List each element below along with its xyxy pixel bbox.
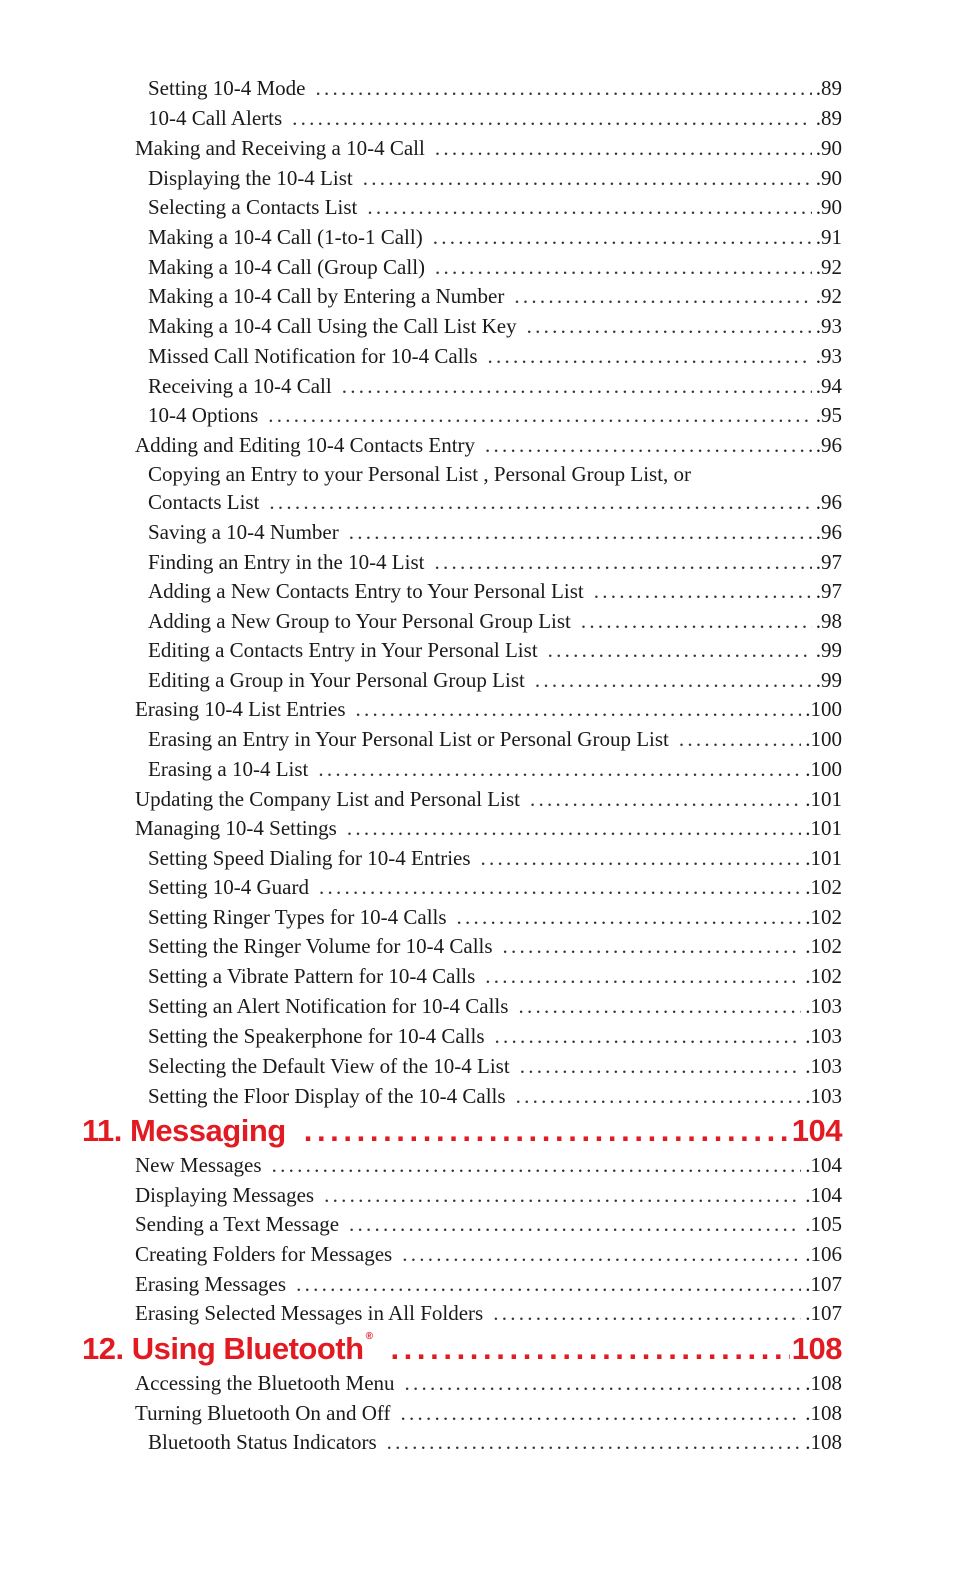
toc-entry[interactable] bbox=[148, 964, 842, 989]
toc-entry[interactable] bbox=[135, 1212, 842, 1237]
dot-leader bbox=[493, 1301, 801, 1326]
toc-entry-page: .96 bbox=[815, 520, 842, 544]
toc-entry-page: .107 bbox=[805, 1272, 842, 1296]
toc-entry-page: .89 bbox=[815, 76, 842, 100]
chapter-title-text: 12. Using Bluetooth bbox=[82, 1331, 364, 1366]
toc-entry-title: Making a 10-4 Call (Group Call) bbox=[148, 255, 426, 279]
dot-leader bbox=[594, 579, 812, 604]
toc-entry-page: .97 bbox=[815, 579, 842, 603]
toc-entry-title: Displaying the 10-4 List bbox=[148, 166, 353, 190]
toc-entry-page: .97 bbox=[815, 550, 842, 574]
toc-entry-title: Setting 10-4 Guard bbox=[148, 875, 309, 899]
toc-entry-page: .98 bbox=[815, 609, 842, 633]
toc-entry-title: Erasing Selected Messages in All Folders bbox=[135, 1301, 484, 1325]
dot-leader bbox=[318, 757, 801, 782]
toc-entry[interactable] bbox=[148, 403, 842, 428]
chapter-heading-messaging[interactable] bbox=[82, 1113, 842, 1149]
toc-entry[interactable] bbox=[148, 638, 842, 663]
toc-entry-title: Displaying Messages bbox=[135, 1183, 315, 1207]
toc-entry[interactable] bbox=[135, 1272, 842, 1297]
toc-entry[interactable] bbox=[148, 1084, 842, 1109]
dot-leader bbox=[342, 374, 812, 399]
toc-entry-page: .91 bbox=[815, 225, 842, 249]
toc-entry-page: .108 bbox=[805, 1430, 842, 1454]
dot-leader bbox=[268, 403, 812, 428]
dot-leader bbox=[292, 106, 812, 131]
toc-entry-title: Making and Receiving a 10-4 Call bbox=[135, 136, 425, 160]
toc-entry[interactable] bbox=[148, 374, 842, 399]
toc-entry-page: .90 bbox=[815, 195, 842, 219]
toc-entry[interactable] bbox=[148, 579, 842, 604]
dot-leader bbox=[402, 1242, 801, 1267]
toc-entry[interactable] bbox=[135, 1153, 842, 1178]
toc-entry[interactable] bbox=[148, 284, 842, 309]
toc-entry-page: .99 bbox=[815, 638, 842, 662]
toc-entry[interactable] bbox=[135, 697, 842, 722]
toc-entry-title: Setting an Alert Notification for 10-4 Calls bbox=[148, 994, 509, 1018]
dot-leader bbox=[435, 136, 812, 161]
dot-leader bbox=[679, 727, 801, 752]
toc-entry-page: .104 bbox=[805, 1153, 842, 1177]
toc-entry[interactable] bbox=[148, 195, 842, 220]
toc-entry-title: Missed Call Notification for 10-4 Calls bbox=[148, 344, 478, 368]
toc-entry-title: Sending a Text Message bbox=[135, 1212, 340, 1236]
toc-entry-page: .96 bbox=[815, 433, 842, 457]
toc-entry[interactable] bbox=[148, 934, 842, 959]
dot-leader bbox=[548, 638, 812, 663]
toc-entry-title: Setting the Floor Display of the 10-4 Calls bbox=[148, 1084, 506, 1108]
toc-entry-page: .103 bbox=[805, 1024, 842, 1048]
dot-leader bbox=[495, 1024, 802, 1049]
toc-entry-title: Setting a Vibrate Pattern for 10-4 Calls bbox=[148, 964, 476, 988]
toc-entry[interactable] bbox=[148, 550, 842, 575]
dot-leader bbox=[514, 284, 811, 309]
toc-entry-page: .90 bbox=[815, 166, 842, 190]
toc-entry[interactable] bbox=[148, 1054, 842, 1079]
toc-entry[interactable] bbox=[148, 314, 842, 339]
toc-entry-page: .102 bbox=[805, 875, 842, 899]
toc-entry-title: Receiving a 10-4 Call bbox=[148, 374, 332, 398]
toc-entry-title: Erasing a 10-4 List bbox=[148, 757, 309, 781]
toc-entry[interactable] bbox=[148, 76, 842, 101]
toc-entry-title: Making a 10-4 Call Using the Call List Key bbox=[148, 314, 517, 338]
toc-entry[interactable] bbox=[135, 787, 842, 812]
toc-entry-title: Setting Speed Dialing for 10-4 Entries bbox=[148, 846, 471, 870]
toc-entry[interactable] bbox=[148, 727, 842, 752]
toc-entry-title: Adding a New Contacts Entry to Your Personal List bbox=[148, 579, 584, 603]
toc-entry-page: .93 bbox=[815, 344, 842, 368]
dot-leader bbox=[401, 1401, 802, 1426]
toc-entry-page: .102 bbox=[805, 905, 842, 929]
dot-leader bbox=[367, 195, 811, 220]
toc-entry[interactable] bbox=[148, 994, 842, 1019]
toc-entry-page: .100 bbox=[805, 757, 842, 781]
toc-entry-title: Setting the Ringer Volume for 10-4 Calls bbox=[148, 934, 493, 958]
toc-entry[interactable] bbox=[135, 816, 842, 841]
toc-entry-title: Erasing Messages bbox=[135, 1272, 287, 1296]
toc-entry-page: .103 bbox=[805, 1084, 842, 1108]
toc-entry-page: .96 bbox=[815, 490, 842, 514]
toc-entry-page: .100 bbox=[805, 727, 842, 751]
dot-leader bbox=[272, 1153, 802, 1178]
toc-entry[interactable] bbox=[135, 1401, 842, 1426]
toc-entry-page: .103 bbox=[805, 994, 842, 1018]
toc-entry-title: Creating Folders for Messages bbox=[135, 1242, 393, 1266]
dot-leader bbox=[296, 1272, 801, 1297]
toc-entry-page: .102 bbox=[805, 964, 842, 988]
toc-entry-wrapped-line[interactable]: Copying an Entry to your Personal List , Personal Group List, or bbox=[148, 462, 692, 486]
toc-entry-title: Saving a 10-4 Number bbox=[148, 520, 339, 544]
dot-leader bbox=[503, 934, 802, 959]
dot-leader bbox=[488, 344, 812, 369]
toc-entry[interactable] bbox=[148, 106, 842, 131]
dot-leader bbox=[347, 816, 801, 841]
toc-entry-title: Editing a Group in Your Personal Group List bbox=[148, 668, 525, 692]
dot-leader bbox=[349, 1212, 801, 1237]
dot-leader bbox=[516, 1084, 802, 1109]
dot-leader bbox=[319, 875, 801, 900]
chapter-heading-bluetooth[interactable] bbox=[82, 1331, 842, 1367]
dot-leader bbox=[435, 255, 812, 280]
toc-entry[interactable] bbox=[135, 1371, 842, 1396]
toc-entry-title: Turning Bluetooth On and Off bbox=[135, 1401, 391, 1425]
dot-leader bbox=[527, 314, 812, 339]
chapter-page: 104 bbox=[791, 1113, 842, 1148]
toc-entry-title: 10-4 Call Alerts bbox=[148, 106, 283, 130]
dot-leader bbox=[434, 550, 811, 575]
toc-entry[interactable] bbox=[148, 757, 842, 782]
toc-entry-title: Accessing the Bluetooth Menu bbox=[135, 1371, 395, 1395]
toc-entry-title: Erasing an Entry in Your Personal List or Personal Group List bbox=[148, 727, 669, 751]
toc-entry-title: Managing 10-4 Settings bbox=[135, 816, 337, 840]
toc-entry[interactable] bbox=[148, 668, 842, 693]
toc-entry-title: Finding an Entry in the 10-4 List bbox=[148, 550, 425, 574]
dot-leader bbox=[269, 490, 811, 515]
toc-entry[interactable] bbox=[148, 875, 842, 900]
toc-entry[interactable] bbox=[148, 905, 842, 930]
dot-leader bbox=[518, 994, 801, 1019]
dot-leader bbox=[481, 846, 802, 871]
toc-entry-title: 10-4 Options bbox=[148, 403, 259, 427]
toc-entry-page: .100 bbox=[805, 697, 842, 721]
toc-entry-title: Editing a Contacts Entry in Your Personal List bbox=[148, 638, 538, 662]
chapter-title: 11. Messaging bbox=[82, 1113, 286, 1148]
toc-entry-page: .105 bbox=[805, 1212, 842, 1236]
toc-entry-title: Selecting a Contacts List bbox=[148, 195, 358, 219]
toc-entry-title: Bluetooth Status Indicators bbox=[148, 1430, 377, 1454]
toc-entry-title: Updating the Company List and Personal List bbox=[135, 787, 520, 811]
toc-entry-page: .108 bbox=[805, 1401, 842, 1425]
dot-leader bbox=[387, 1430, 802, 1455]
toc-entry-title: Setting the Speakerphone for 10-4 Calls bbox=[148, 1024, 485, 1048]
toc-entry[interactable] bbox=[148, 1024, 842, 1049]
toc-entry-title: Adding and Editing 10-4 Contacts Entry bbox=[135, 433, 476, 457]
chapter-page: 108 bbox=[791, 1331, 842, 1366]
chapter-title bbox=[82, 1331, 372, 1367]
toc-entry[interactable] bbox=[148, 846, 842, 871]
toc-entry-page: .101 bbox=[805, 846, 842, 870]
toc-entry-page: .99 bbox=[815, 668, 842, 692]
toc-entry-title: Making a 10-4 Call by Entering a Number bbox=[148, 284, 505, 308]
toc-entry-page: .89 bbox=[815, 106, 842, 130]
toc-entry-page: .106 bbox=[805, 1242, 842, 1266]
dot-leader bbox=[316, 76, 812, 101]
toc-entry-page: .102 bbox=[805, 934, 842, 958]
dot-leader bbox=[433, 225, 812, 250]
dot-leader bbox=[390, 1331, 789, 1367]
toc-entry-page: .92 bbox=[815, 284, 842, 308]
toc-entry-page: .93 bbox=[815, 314, 842, 338]
dot-leader bbox=[485, 433, 812, 458]
dot-leader bbox=[356, 697, 802, 722]
toc-entry[interactable] bbox=[148, 344, 842, 369]
toc-entry-title: Erasing 10-4 List Entries bbox=[135, 697, 346, 721]
dot-leader bbox=[520, 1054, 802, 1079]
toc-entry[interactable] bbox=[135, 1183, 842, 1208]
dot-leader bbox=[581, 609, 812, 634]
toc-entry-page: .103 bbox=[805, 1054, 842, 1078]
toc-entry[interactable] bbox=[148, 255, 842, 280]
toc-entry[interactable] bbox=[135, 1301, 842, 1326]
toc-entry[interactable] bbox=[148, 225, 842, 250]
toc-entry[interactable] bbox=[148, 609, 842, 634]
dot-leader bbox=[405, 1371, 802, 1396]
toc-entry-page: .107 bbox=[805, 1301, 842, 1325]
toc-entry-page: .104 bbox=[805, 1183, 842, 1207]
toc-entry[interactable] bbox=[135, 1242, 842, 1267]
dot-leader bbox=[349, 520, 812, 545]
toc-entry-page: .95 bbox=[815, 403, 842, 427]
toc-entry-title: Selecting the Default View of the 10-4 List bbox=[148, 1054, 510, 1078]
toc-entry[interactable] bbox=[135, 433, 842, 458]
toc-entry-title: Setting 10-4 Mode bbox=[148, 76, 306, 100]
toc-entry-title: Adding a New Group to Your Personal Group List bbox=[148, 609, 571, 633]
toc-entry[interactable] bbox=[148, 490, 842, 515]
toc-entry-title: Setting Ringer Types for 10-4 Calls bbox=[148, 905, 447, 929]
dot-leader bbox=[485, 964, 801, 989]
toc-entry-page: .101 bbox=[805, 787, 842, 811]
dot-leader bbox=[363, 166, 812, 191]
toc-entry-title: Contacts List bbox=[148, 490, 260, 514]
dot-leader bbox=[457, 905, 802, 930]
dot-leader bbox=[535, 668, 812, 693]
toc-entry-page: .101 bbox=[805, 816, 842, 840]
toc-entry[interactable] bbox=[148, 520, 842, 545]
toc-entry-title: New Messages bbox=[135, 1153, 262, 1177]
toc-entry[interactable] bbox=[148, 166, 842, 191]
dot-leader bbox=[324, 1183, 801, 1208]
toc-entry-page: .108 bbox=[805, 1371, 842, 1395]
toc-entry-page: .90 bbox=[815, 136, 842, 160]
dot-leader bbox=[530, 787, 801, 812]
dot-leader bbox=[304, 1113, 790, 1149]
toc-entry-page: .94 bbox=[815, 374, 842, 398]
toc-entry[interactable] bbox=[148, 1430, 842, 1455]
toc-entry[interactable] bbox=[135, 136, 842, 161]
registered-mark: ® bbox=[365, 1331, 373, 1342]
toc-entry-page: .92 bbox=[815, 255, 842, 279]
toc-entry-title: Making a 10-4 Call (1-to-1 Call) bbox=[148, 225, 423, 249]
